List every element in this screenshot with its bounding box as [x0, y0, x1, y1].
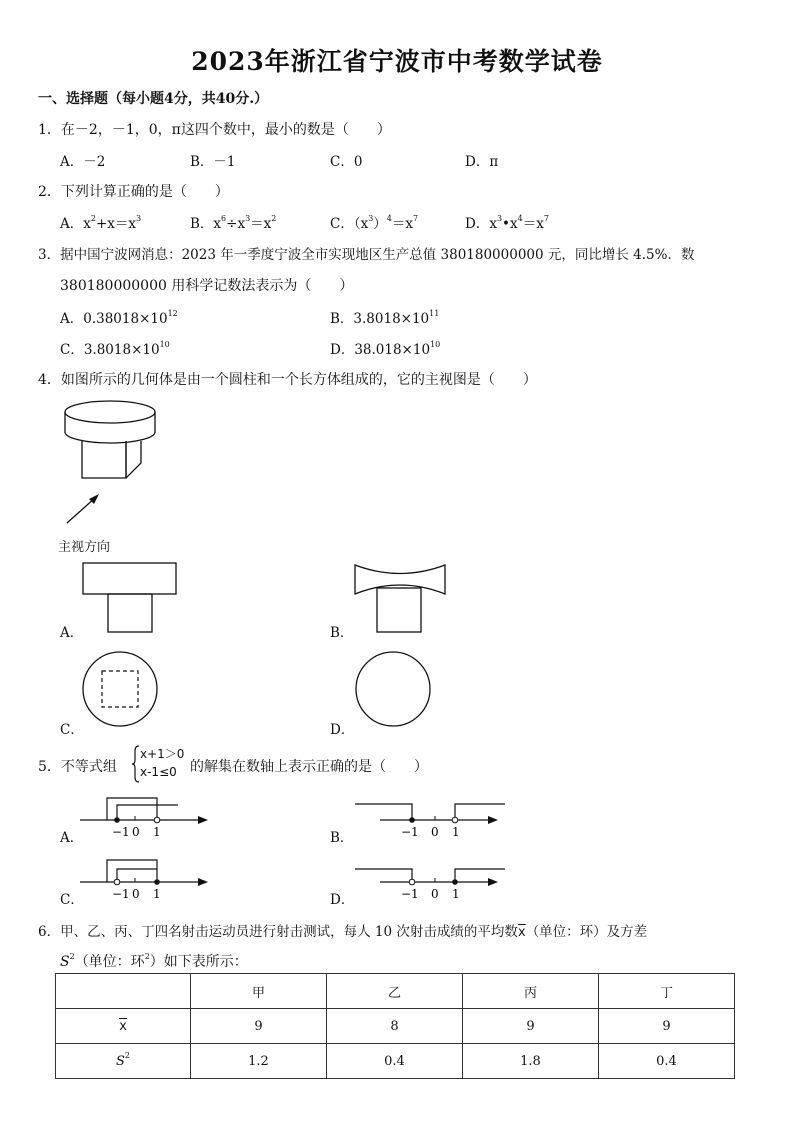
q4-figure-b	[352, 562, 452, 634]
tick-1: 1	[452, 825, 460, 839]
q5-option-a: A．	[60, 830, 84, 846]
table-row-mean	[56, 1009, 735, 1044]
q2-option-a: A．$x^2+x=x^3$	[60, 214, 142, 232]
q3-stem-line1: 3．据中国宁波网消息：2023 年一季度宁波全市实现地区生产总值 380180000000 元，同比增长 4.5%．数	[38, 247, 695, 263]
q5-option-c: C．	[60, 892, 84, 908]
tick-0: 0	[431, 825, 439, 839]
q3-stem-line2: 380180000000 用科学记数法表示为（ ）	[60, 278, 354, 294]
q3-option-c: C．$3.8018\times 10^{10}$	[60, 340, 170, 358]
mean-label: $\overline{x}$	[56, 1009, 191, 1044]
q6-stem-line2: $S^2$（单位：环$^2$）如下表所示：	[60, 952, 248, 970]
q1-option-d: D．π	[465, 154, 499, 170]
q2-stem: 2．下列计算正确的是（ ）	[38, 184, 229, 200]
q4-figure-c	[80, 650, 162, 730]
table-cell: 9	[463, 1009, 599, 1044]
table-header-jia: 甲	[191, 974, 327, 1009]
q4-option-a: A．	[60, 625, 84, 641]
table-row-variance	[56, 1044, 735, 1079]
tick-1: 1	[153, 887, 161, 901]
page-title: 2023年浙江省宁波市中考数学试卷	[191, 47, 603, 76]
table-cell: 1.8	[463, 1044, 599, 1079]
q4-option-d: D．	[330, 722, 355, 738]
q4-option-b: B．	[330, 625, 354, 641]
q3-option-a: A．$0.38018\times 10^{12}$	[60, 309, 178, 327]
q5-numberline-c	[75, 852, 215, 902]
table-cell: 1.2	[191, 1044, 327, 1079]
q1-option-c: C．0	[330, 154, 363, 170]
q2-option-b: B．$x^6\div x^3=x^2$	[190, 214, 277, 232]
table-header-row	[56, 974, 735, 1009]
q4-figure-a	[80, 562, 180, 634]
tick-minus1: −1	[112, 887, 130, 901]
q5-option-b: B．	[330, 830, 354, 846]
table-header-bing: 丙	[463, 974, 599, 1009]
q5-inequality-1: x+1＞0	[140, 747, 185, 761]
q5-option-d: D．	[330, 892, 355, 908]
table-cell: 0.4	[599, 1044, 735, 1079]
table-cell: 9	[191, 1009, 327, 1044]
q2-option-d: D．$x^3•x^4=x^7$	[465, 214, 549, 232]
q1-option-b: B．－1	[190, 154, 236, 170]
q5-numberline-a	[75, 790, 215, 840]
tick-0: 0	[132, 887, 140, 901]
q1-option-a: A．－2	[60, 154, 106, 170]
tick-0: 0	[431, 887, 439, 901]
q4-figure-d	[352, 650, 434, 730]
section-heading: 一、选择题（每小题4分，共40分.）	[38, 91, 269, 107]
q4-stem: 4．如图所示的几何体是由一个圆柱和一个长方体组成的，它的主视图是（ ）	[38, 372, 537, 388]
table-cell: 8	[327, 1009, 463, 1044]
tick-minus1: −1	[112, 825, 130, 839]
table-cell: 9	[599, 1009, 735, 1044]
table-cell: 0.4	[327, 1044, 463, 1079]
q6-stem-line1: 6．甲、乙、丙、丁四名射击运动员进行射击测试，每人 10 次射击成绩的平均数$\overline{x}$（单位：环）及方差	[38, 924, 648, 940]
q6-score-table	[55, 973, 735, 1079]
q4-option-c: C．	[60, 722, 84, 738]
q5-numberline-d	[355, 852, 505, 902]
tick-minus1: −1	[401, 825, 419, 839]
tick-1: 1	[452, 887, 460, 901]
table-header-yi: 乙	[327, 974, 463, 1009]
q5-numberline-b	[355, 790, 505, 840]
tick-minus1: −1	[401, 887, 419, 901]
q3-option-b: B．$3.8018\times 10^{11}$	[330, 309, 440, 327]
tick-0: 0	[132, 825, 140, 839]
q3-option-d: D．$38.018\times 10^{10}$	[330, 340, 441, 358]
table-header-ding: 丁	[599, 974, 735, 1009]
q5-inequality-2: x-1≤0	[140, 765, 177, 779]
q2-option-c: C．$(x^3)^4=x^7$	[330, 214, 419, 232]
q5-stem-pre: 5．不等式组	[38, 759, 117, 775]
q5-stem-post: 的解集在数轴上表示正确的是（ ）	[190, 759, 428, 775]
q4-solid-figure	[55, 395, 175, 530]
table-cell	[56, 974, 191, 1009]
q4-view-direction-label: 主视方向	[58, 540, 111, 555]
tick-1: 1	[153, 825, 161, 839]
q1-stem: 1．在－2，－1，0，π这四个数中，最小的数是（ ）	[38, 122, 391, 138]
variance-label: $S^2$	[56, 1044, 191, 1079]
